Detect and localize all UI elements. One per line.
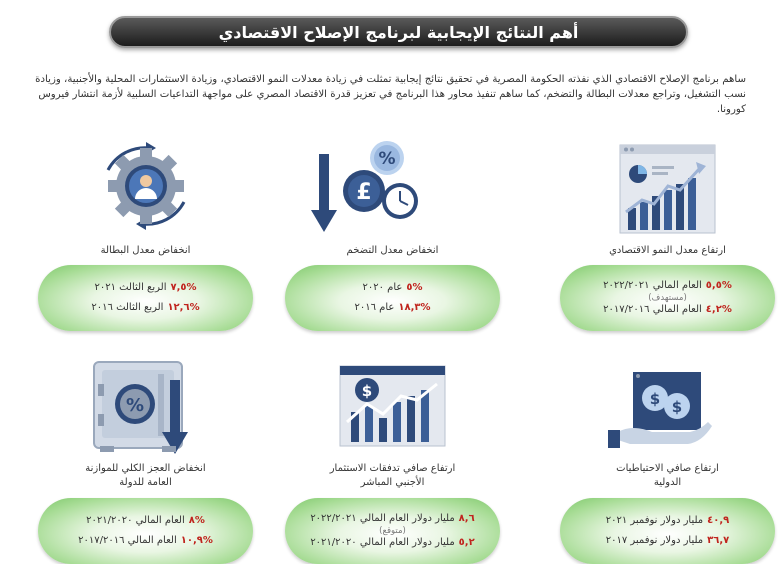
inflation-icon [285,140,500,235]
svg-text:$: $ [671,398,683,416]
value-row [603,303,732,317]
value-number: %١٨,٣ [398,302,431,313]
deficit-values [38,498,253,564]
value-number: %٤,٢ [705,304,732,315]
value-text: العام المالي ٢٠١٧/٢٠١٦ [78,535,177,546]
unemployment-label: انخفاض معدل البطالة [100,245,191,256]
label-line: الأجنبي المباشر [360,477,425,488]
fdi-values [285,498,500,564]
value-text: مليار دولار العام المالي ٢٠٢٢/٢٠٢١ [310,513,455,524]
value-text: الربع الثالث ٢٠١٦ [91,302,164,313]
svg-text:%: % [378,149,396,169]
unemployment-values [38,265,253,331]
reserves-values [560,498,775,564]
value-text: مليار دولار نوفمبر ٢٠٢١ [605,515,704,526]
dollar-chart-icon [285,360,500,455]
value-row [91,301,199,315]
value-number: %١٠,٩ [180,535,213,546]
value-number: ٨,٦ [458,513,475,524]
label-line: العامة للدولة [119,477,172,488]
label-line: ارتفاع صافي الاحتياطيات [616,463,719,474]
value-row [94,281,196,295]
page-title: أهم النتائج الإيجابية لبرنامج الإصلاح الاقتصادي [109,16,688,48]
value-number: %٧,٥ [170,282,197,293]
inflation-label: انخفاض معدل التضخم [346,245,439,256]
safe-icon [38,360,253,455]
svg-text:%: % [125,395,145,416]
value-row [363,281,423,295]
coins-hand-icon [560,360,775,455]
fdi-label [285,462,500,490]
value-text: عام ٢٠٢٠ [362,282,403,293]
value-note: (متوقع) [379,526,406,536]
value-text: عام ٢٠١٦ [354,302,395,313]
gear-person-icon [38,140,253,235]
growth-label: ارتفاع معدل النمو الاقتصادي [609,245,726,256]
value-number: %٥,٥ [705,280,732,291]
value-text: الربع الثالث ٢٠٢١ [94,282,167,293]
growth-chart-icon [560,140,775,235]
value-row [86,514,205,528]
label-line: ارتفاع صافي تدفقات الاستثمار [329,463,456,474]
value-number: %٨ [188,515,205,526]
value-row [603,279,732,293]
value-text: مليار دولار العام المالي ٢٠٢١/٢٠٢٠ [310,537,455,548]
svg-text:$: $ [361,382,373,400]
svg-text:$: $ [649,390,661,408]
value-row [310,536,474,550]
value-number: ٥,٢ [458,537,475,548]
value-number: ٣٦,٧ [707,535,730,546]
intro-paragraph: ساهم برنامج الإصلاح الاقتصادي الذي نفذته الحكومة المصرية في تحقيق نتائج إيجابية تمثلت في زيادة معدلات النمو الاقتصادي، وزيادة الاستثمارات المحلية والأجنبية، وزيادة نسب التشغيل، وتراجع معدلات البطالة والتضخم، كما ساهم تنفيذ محاور هذا البرنامج في تعزيز قدرة الاقتصاد المصري على مواجهة التداعيات السلبية لأزمة انتشار فيروس كورونا. [35,74,746,115]
value-row [606,514,730,528]
value-row [355,301,431,315]
value-number: ٤٠,٩ [707,515,730,526]
value-text: العام المالي ٢٠٢١/٢٠٢٠ [86,515,185,526]
label-line: انخفاض العجز الكلي للموازنة [85,463,206,474]
value-row [310,512,474,526]
value-note: (مستهدف) [648,293,687,303]
inflation-values [285,265,500,331]
value-text: مليار دولار نوفمبر ٢٠١٧ [605,535,704,546]
value-row [78,534,213,548]
value-text: العام المالي ٢٠٢٢/٢٠٢١ [603,280,702,291]
reserves-label [560,462,775,490]
value-number: %٥ [406,282,423,293]
value-text: العام المالي ٢٠١٧/٢٠١٦ [603,304,702,315]
value-row [606,534,730,548]
growth-values [560,265,775,331]
label-line: الدولية [653,477,682,488]
deficit-label [38,462,253,490]
value-number: %١٢,٦ [167,302,200,313]
svg-text:£: £ [356,180,372,205]
